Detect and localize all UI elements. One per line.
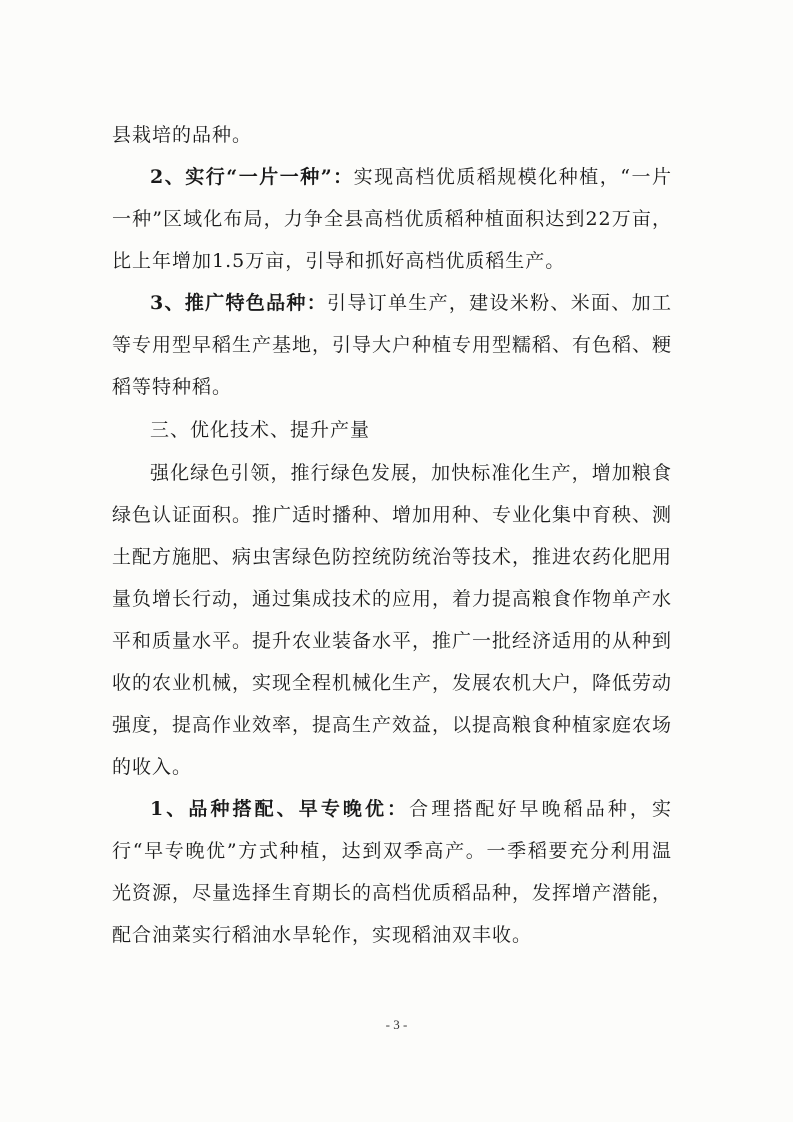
page-number: - 3 - bbox=[385, 1017, 408, 1032]
paragraph-text: 县栽培的品种。 bbox=[112, 124, 253, 146]
paragraph-label: 1、品种搭配、早专晚优： bbox=[150, 798, 410, 820]
paragraph-text: 引导订单生产，建设米粉、米面、加工等专用型早稻生产基地，引导大户种植专用型糯稻、有色稻、粳稻等特种稻。 bbox=[112, 292, 673, 398]
paragraph-special-varieties bbox=[112, 282, 672, 408]
section-heading: 三、优化技术、提升产量 bbox=[150, 419, 371, 441]
paragraph-one-field-one-variety bbox=[112, 156, 672, 282]
paragraph-variety-matching bbox=[112, 788, 672, 956]
paragraph-technology bbox=[112, 452, 672, 788]
paragraph-label: 3、推广特色品种： bbox=[150, 292, 328, 314]
paragraph-text: 强化绿色引领，推行绿色发展，加快标准化生产，增加粮食绿色认证面积。推广适时播种、增加用种、专业化集中育秧、测土配方施肥、病虫害绿色防控统防统治等技术，推进农药化肥用量负增长行动，通过集成技术的应用，着力提高粮食作物单产水平和质量水平。提升农业装备水平，推广一批经济适用的从种到收的农业机械，实现全程机械化生产，发展农机大户，降低劳动强度，提高作业效率，提高生产效益，以提高粮食种植家庭农场的收入。 bbox=[112, 462, 673, 778]
document-body bbox=[112, 114, 672, 956]
paragraph-text: 实现高档优质稻规模化种植，“一片一种”区域化布局，力争全县高档优质稻种植面积达到22万亩，比上年增加1.5万亩，引导和抓好高档优质稻生产。 bbox=[112, 166, 673, 272]
paragraph-continuation bbox=[112, 114, 672, 156]
paragraph-label: 2、实行“一片一种”： bbox=[150, 166, 354, 188]
paragraph-text: 合理搭配好早晚稻品种，实行“早专晚优”方式种植，达到双季高产。一季稻要充分利用温光资源，尽量选择生育期长的高档优质稻品种，发挥增产潜能，配合油菜实行稻油水旱轮作，实现稻油双丰收。 bbox=[112, 798, 673, 946]
